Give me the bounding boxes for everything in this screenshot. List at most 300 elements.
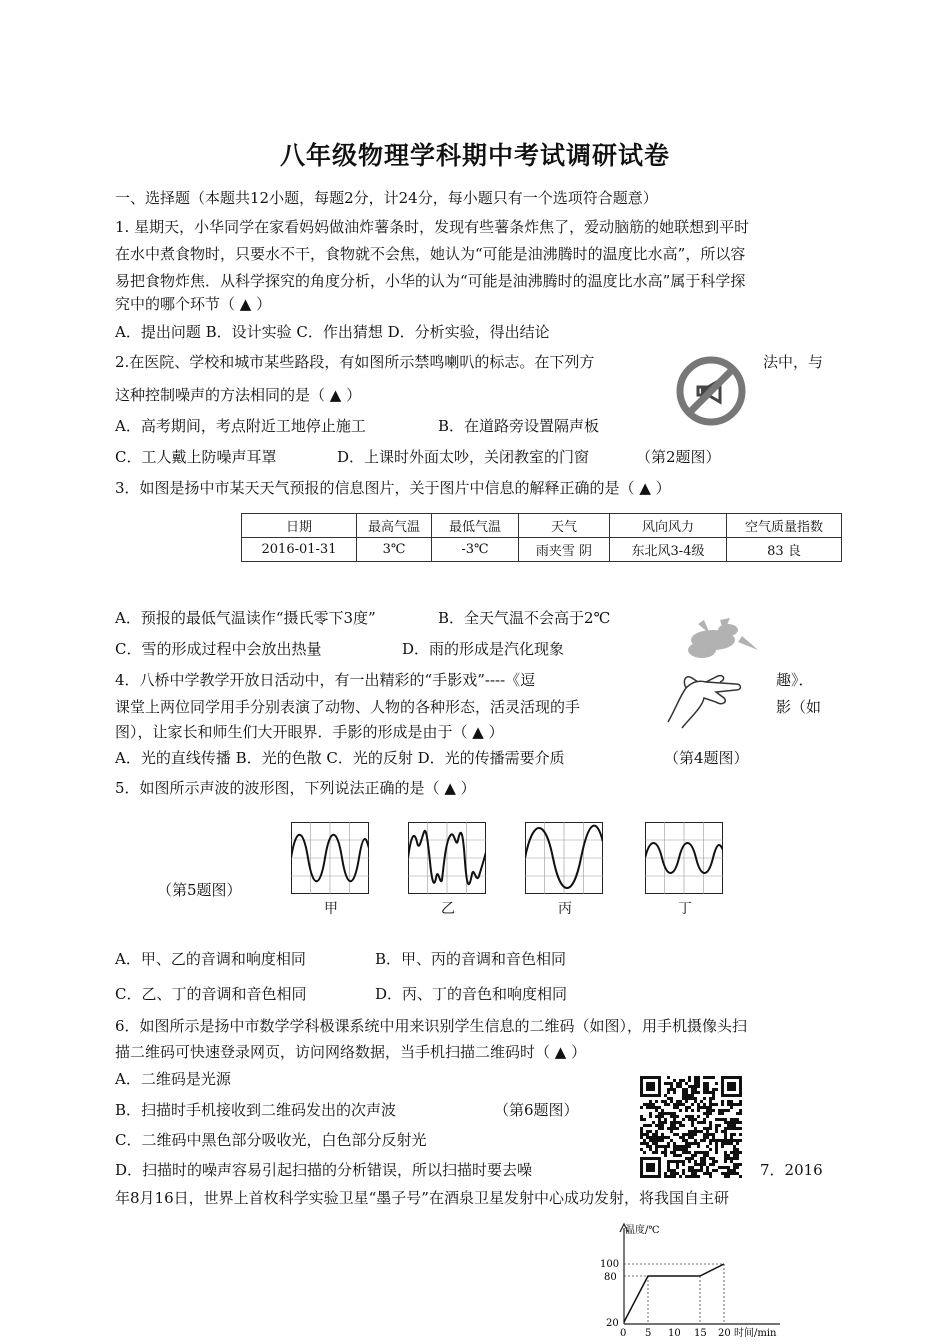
qr-module bbox=[721, 1100, 724, 1103]
qr-module bbox=[709, 1172, 712, 1175]
qr-module bbox=[694, 1139, 697, 1142]
qr-module bbox=[709, 1157, 712, 1160]
qr-module bbox=[712, 1139, 715, 1142]
qr-module bbox=[670, 1082, 673, 1085]
qr-module bbox=[688, 1160, 691, 1163]
qr-module bbox=[709, 1142, 712, 1145]
qr-module bbox=[658, 1112, 661, 1115]
qr-module bbox=[691, 1133, 694, 1136]
qr-module bbox=[664, 1148, 667, 1151]
qr-module bbox=[694, 1151, 697, 1154]
qr-module bbox=[649, 1112, 652, 1115]
qr-module bbox=[736, 1172, 739, 1175]
qr-module bbox=[724, 1175, 727, 1178]
qr-module bbox=[664, 1151, 667, 1154]
qr-module bbox=[664, 1175, 667, 1178]
qr-module bbox=[697, 1121, 700, 1124]
qr-module bbox=[703, 1157, 706, 1160]
weather-table bbox=[241, 513, 842, 562]
qr-module bbox=[679, 1160, 682, 1163]
qr-module bbox=[643, 1139, 646, 1142]
qr-module bbox=[655, 1136, 658, 1139]
qr-module bbox=[706, 1154, 709, 1157]
no-horn-sign-icon bbox=[674, 354, 748, 428]
qr-module bbox=[709, 1097, 712, 1100]
qr-module bbox=[658, 1106, 661, 1109]
q5-caption: （第5题图） bbox=[157, 881, 242, 899]
qr-module bbox=[664, 1082, 667, 1085]
qr-module bbox=[715, 1118, 718, 1121]
qr-module bbox=[736, 1151, 739, 1154]
qr-module bbox=[739, 1127, 742, 1130]
qr-module bbox=[670, 1124, 673, 1127]
qr-module bbox=[673, 1118, 676, 1121]
qr-module bbox=[706, 1151, 709, 1154]
qr-module bbox=[688, 1166, 691, 1169]
qr-module bbox=[709, 1103, 712, 1106]
qr-module bbox=[703, 1118, 706, 1121]
qr-module bbox=[697, 1130, 700, 1133]
qr-module bbox=[691, 1103, 694, 1106]
qr-module bbox=[670, 1127, 673, 1130]
qr-module bbox=[649, 1136, 652, 1139]
qr-module bbox=[727, 1142, 730, 1145]
qr-module bbox=[736, 1118, 739, 1121]
qr-module bbox=[697, 1091, 700, 1094]
qr-module bbox=[718, 1124, 721, 1127]
qr-module bbox=[661, 1145, 664, 1148]
qr-module bbox=[721, 1166, 724, 1169]
q4-line1: 4．八桥中学教学开放日活动中，有一出精彩的“手影戏”----《逗 bbox=[115, 671, 536, 689]
q2-line1: 2.在医院、学校和城市某些路段，有如图所示禁鸣喇叭的标志。在下列方 bbox=[115, 353, 595, 371]
qr-module bbox=[694, 1118, 697, 1121]
qr-module bbox=[685, 1142, 688, 1145]
q1-line4: 究中的哪个环节（ ▲ ） bbox=[115, 295, 272, 313]
qr-module bbox=[724, 1133, 727, 1136]
qr-module bbox=[685, 1157, 688, 1160]
qr-module bbox=[706, 1106, 709, 1109]
q1-line2: 在水中煮食物时，只要水不干，食物就不会焦，她认为“可能是油沸腾时的温度比水高”，所以容 bbox=[115, 245, 746, 263]
q6-option-d: D．扫描时的噪声容易引起扫描的分析错误，所以扫描时要去噪 bbox=[115, 1161, 533, 1179]
waveform-label: 丁 bbox=[678, 901, 692, 917]
qr-module bbox=[646, 1133, 649, 1136]
qr-module bbox=[679, 1082, 682, 1085]
qr-module bbox=[694, 1079, 697, 1082]
qr-module bbox=[709, 1091, 712, 1094]
q1-options: A．提出问题 B．设计实验 C．作出猜想 D．分析实验，得出结论 bbox=[115, 323, 550, 341]
qr-module bbox=[682, 1148, 685, 1151]
table-header-cell: 天气 bbox=[519, 514, 610, 538]
qr-module bbox=[673, 1103, 676, 1106]
qr-module bbox=[703, 1127, 706, 1130]
qr-module bbox=[724, 1160, 727, 1163]
qr-module bbox=[712, 1169, 715, 1172]
qr-module bbox=[667, 1175, 670, 1178]
qr-module bbox=[667, 1112, 670, 1115]
q6-line2: 描二维码可快速登录网页，访问网络数据，当手机扫描二维码时（ ▲ ） bbox=[115, 1043, 587, 1061]
qr-module bbox=[697, 1079, 700, 1082]
qr-module bbox=[667, 1076, 670, 1079]
qr-module bbox=[670, 1115, 673, 1118]
qr-module bbox=[682, 1145, 685, 1148]
qr-module bbox=[733, 1145, 736, 1148]
qr-module bbox=[727, 1169, 730, 1172]
qr-module bbox=[715, 1127, 718, 1130]
qr-module bbox=[697, 1145, 700, 1148]
qr-module bbox=[694, 1085, 697, 1088]
qr-module bbox=[658, 1136, 661, 1139]
qr-module bbox=[706, 1088, 709, 1091]
qr-module bbox=[727, 1166, 730, 1169]
qr-module bbox=[682, 1139, 685, 1142]
qr-module bbox=[724, 1139, 727, 1142]
q5-option-c: C．乙、丁的音调和音色相同 bbox=[115, 985, 307, 1003]
qr-module bbox=[694, 1076, 697, 1079]
qr-module bbox=[721, 1109, 724, 1112]
qr-module bbox=[730, 1121, 733, 1124]
qr-module bbox=[664, 1172, 667, 1175]
qr-module bbox=[709, 1175, 712, 1178]
graph-xlabel: 时间/min bbox=[734, 1328, 777, 1339]
qr-module bbox=[655, 1148, 658, 1151]
qr-module bbox=[652, 1142, 655, 1145]
qr-module bbox=[703, 1103, 706, 1106]
qr-module bbox=[694, 1175, 697, 1178]
qr-module bbox=[736, 1139, 739, 1142]
qr-module bbox=[691, 1136, 694, 1139]
qr-module bbox=[697, 1175, 700, 1178]
qr-module bbox=[703, 1106, 706, 1109]
qr-module bbox=[688, 1094, 691, 1097]
qr-module bbox=[643, 1142, 646, 1145]
graph-ytick: 100 bbox=[600, 1259, 620, 1270]
qr-module bbox=[691, 1088, 694, 1091]
qr-module bbox=[691, 1109, 694, 1112]
qr-module bbox=[712, 1103, 715, 1106]
qr-module bbox=[652, 1151, 655, 1154]
qr-module bbox=[646, 1103, 649, 1106]
qr-module bbox=[697, 1115, 700, 1118]
qr-module bbox=[721, 1172, 724, 1175]
qr-module bbox=[700, 1169, 703, 1172]
qr-module bbox=[724, 1118, 727, 1121]
qr-module bbox=[661, 1115, 664, 1118]
qr-module bbox=[691, 1154, 694, 1157]
q5-option-a: A．甲、乙的音调和响度相同 bbox=[115, 950, 306, 968]
qr-module bbox=[733, 1169, 736, 1172]
qr-module bbox=[673, 1160, 676, 1163]
qr-module bbox=[655, 1115, 658, 1118]
qr-module bbox=[703, 1172, 706, 1175]
page-title: 八年级物理学科期中考试调研试卷 bbox=[279, 141, 670, 170]
qr-module bbox=[685, 1151, 688, 1154]
qr-module bbox=[700, 1151, 703, 1154]
qr-module bbox=[661, 1151, 664, 1154]
qr-module bbox=[664, 1121, 667, 1124]
qr-module bbox=[676, 1154, 679, 1157]
qr-module bbox=[730, 1124, 733, 1127]
qr-module bbox=[709, 1127, 712, 1130]
qr-module bbox=[649, 1106, 652, 1109]
qr-module bbox=[676, 1145, 679, 1148]
qr-module bbox=[640, 1115, 643, 1118]
qr-module bbox=[688, 1097, 691, 1100]
qr-module bbox=[670, 1151, 673, 1154]
qr-module bbox=[703, 1160, 706, 1163]
q1-line3: 易把食物炸焦．从科学探究的角度分析，小华的认为“可能是油沸腾时的温度比水高”属于科学探 bbox=[115, 272, 746, 290]
qr-module bbox=[664, 1136, 667, 1139]
qr-module bbox=[652, 1103, 655, 1106]
qr-module bbox=[700, 1163, 703, 1166]
qr-module bbox=[715, 1145, 718, 1148]
qr-module bbox=[667, 1160, 670, 1163]
qr-module bbox=[706, 1133, 709, 1136]
qr-module bbox=[730, 1139, 733, 1142]
qr-module bbox=[691, 1091, 694, 1094]
qr-module bbox=[724, 1142, 727, 1145]
qr-module bbox=[658, 1127, 661, 1130]
qr-module bbox=[673, 1121, 676, 1124]
qr-module bbox=[733, 1127, 736, 1130]
qr-module bbox=[673, 1169, 676, 1172]
qr-module bbox=[655, 1145, 658, 1148]
qr-module bbox=[727, 1124, 730, 1127]
qr-module bbox=[730, 1100, 733, 1103]
qr-module bbox=[649, 1115, 652, 1118]
qr-module bbox=[709, 1139, 712, 1142]
qr-module bbox=[697, 1103, 700, 1106]
qr-module bbox=[646, 1145, 649, 1148]
qr-module bbox=[718, 1112, 721, 1115]
qr-module bbox=[691, 1121, 694, 1124]
qr-module bbox=[703, 1082, 706, 1085]
qr-module bbox=[667, 1169, 670, 1172]
qr-module bbox=[670, 1085, 673, 1088]
qr-module bbox=[718, 1139, 721, 1142]
graph-xtick: 10 bbox=[668, 1328, 681, 1339]
table-header-cell: 最高气温 bbox=[357, 514, 432, 538]
qr-module bbox=[655, 1130, 658, 1133]
qr-module bbox=[670, 1121, 673, 1124]
table-row bbox=[242, 538, 842, 562]
qr-module bbox=[691, 1166, 694, 1169]
qr-module bbox=[643, 1151, 646, 1154]
qr-module bbox=[664, 1154, 667, 1157]
qr-module bbox=[640, 1136, 643, 1139]
qr-module bbox=[661, 1124, 664, 1127]
graph-ylabel: 温度/℃ bbox=[625, 1225, 660, 1236]
qr-module bbox=[670, 1169, 673, 1172]
table-header-cell: 最低气温 bbox=[432, 514, 519, 538]
qr-module bbox=[649, 1124, 652, 1127]
qr-module bbox=[667, 1163, 670, 1166]
qr-module bbox=[673, 1142, 676, 1145]
qr-module bbox=[724, 1157, 727, 1160]
qr-module bbox=[673, 1172, 676, 1175]
qr-module bbox=[676, 1085, 679, 1088]
qr-module bbox=[655, 1100, 658, 1103]
qr-module bbox=[703, 1091, 706, 1094]
qr-module bbox=[691, 1142, 694, 1145]
qr-module bbox=[706, 1115, 709, 1118]
qr-module bbox=[730, 1118, 733, 1121]
qr-module bbox=[715, 1148, 718, 1151]
q6-option-c: C．二维码中黑色部分吸收光，白色部分反射光 bbox=[115, 1131, 427, 1149]
qr-module bbox=[700, 1166, 703, 1169]
qr-module bbox=[724, 1136, 727, 1139]
qr-module bbox=[652, 1121, 655, 1124]
qr-module bbox=[709, 1106, 712, 1109]
section-heading: 一、选择题（本题共12小题，每题2分，计24分，每小题只有一个选项符合题意） bbox=[115, 189, 658, 207]
qr-module bbox=[676, 1133, 679, 1136]
table-cell: 3℃ bbox=[357, 538, 432, 562]
qr-module bbox=[709, 1133, 712, 1136]
qr-module bbox=[685, 1145, 688, 1148]
qr-module bbox=[706, 1172, 709, 1175]
qr-module bbox=[694, 1130, 697, 1133]
qr-module bbox=[724, 1172, 727, 1175]
qr-module bbox=[694, 1127, 697, 1130]
qr-module bbox=[691, 1124, 694, 1127]
qr-module bbox=[715, 1142, 718, 1145]
qr-module bbox=[670, 1130, 673, 1133]
qr-module bbox=[733, 1157, 736, 1160]
qr-module bbox=[694, 1142, 697, 1145]
qr-module bbox=[679, 1148, 682, 1151]
qr-module bbox=[706, 1169, 709, 1172]
qr-module bbox=[703, 1136, 706, 1139]
qr-module bbox=[667, 1103, 670, 1106]
qr-module bbox=[712, 1133, 715, 1136]
qr-module bbox=[691, 1094, 694, 1097]
q4-line1-end: 趣》． bbox=[776, 671, 814, 689]
qr-module bbox=[682, 1079, 685, 1082]
qr-module bbox=[688, 1076, 691, 1079]
qr-module bbox=[661, 1100, 664, 1103]
qr-module bbox=[646, 1142, 649, 1145]
qr-module bbox=[733, 1133, 736, 1136]
qr-module bbox=[700, 1130, 703, 1133]
qr-module bbox=[673, 1133, 676, 1136]
qr-module bbox=[712, 1160, 715, 1163]
qr-module bbox=[730, 1151, 733, 1154]
qr-module bbox=[661, 1109, 664, 1112]
qr-module bbox=[646, 1136, 649, 1139]
hand-shadow-picture bbox=[658, 612, 768, 738]
qr-module bbox=[715, 1130, 718, 1133]
qr-module bbox=[715, 1082, 718, 1085]
qr-module bbox=[673, 1079, 676, 1082]
qr-module bbox=[685, 1133, 688, 1136]
qr-module bbox=[688, 1169, 691, 1172]
qr-module bbox=[640, 1106, 643, 1109]
table-header-cell: 风向风力 bbox=[610, 514, 727, 538]
qr-module bbox=[655, 1139, 658, 1142]
qr-module bbox=[721, 1112, 724, 1115]
qr-module bbox=[697, 1151, 700, 1154]
qr-module bbox=[721, 1118, 724, 1121]
qr-module bbox=[709, 1112, 712, 1115]
qr-module bbox=[676, 1163, 679, 1166]
qr-module bbox=[727, 1109, 730, 1112]
qr-module bbox=[667, 1136, 670, 1139]
qr-module bbox=[691, 1172, 694, 1175]
graph-xtick: 5 bbox=[645, 1328, 652, 1339]
qr-module bbox=[676, 1172, 679, 1175]
qr-module bbox=[694, 1163, 697, 1166]
qr-module bbox=[667, 1127, 670, 1130]
qr-module bbox=[691, 1157, 694, 1160]
qr-module bbox=[733, 1172, 736, 1175]
qr-module bbox=[679, 1103, 682, 1106]
qr-module bbox=[685, 1097, 688, 1100]
qr-module bbox=[706, 1091, 709, 1094]
qr-module bbox=[670, 1112, 673, 1115]
qr-module bbox=[691, 1115, 694, 1118]
qr-module bbox=[655, 1151, 658, 1154]
qr-module bbox=[682, 1118, 685, 1121]
q3-option-a: A．预报的最低气温读作“摄氏零下3度” bbox=[115, 609, 376, 627]
qr-module bbox=[697, 1082, 700, 1085]
qr-module bbox=[727, 1139, 730, 1142]
table-cell: 东北风3-4级 bbox=[610, 538, 727, 562]
qr-module bbox=[727, 1172, 730, 1175]
qr-module bbox=[667, 1088, 670, 1091]
graph-ytick: 20 bbox=[606, 1318, 619, 1329]
qr-module bbox=[706, 1109, 709, 1112]
qr-module bbox=[673, 1127, 676, 1130]
qr-module bbox=[661, 1127, 664, 1130]
qr-module bbox=[730, 1172, 733, 1175]
temperature-time-graph bbox=[596, 1222, 786, 1340]
qr-module bbox=[739, 1109, 742, 1112]
q6-option-a: A．二维码是光源 bbox=[115, 1070, 231, 1088]
waveform-yi bbox=[408, 822, 486, 894]
qr-module bbox=[688, 1106, 691, 1109]
qr-module bbox=[676, 1082, 679, 1085]
qr-module bbox=[727, 1100, 730, 1103]
q2-option-b: B．在道路旁设置隔声板 bbox=[438, 417, 600, 435]
qr-module bbox=[736, 1103, 739, 1106]
q2-option-c: C．工人戴上防噪声耳罩 bbox=[115, 448, 277, 466]
qr-module bbox=[739, 1151, 742, 1154]
qr-module bbox=[664, 1094, 667, 1097]
graph-xtick: 20 bbox=[718, 1328, 731, 1339]
qr-module bbox=[688, 1130, 691, 1133]
qr-module bbox=[640, 1118, 643, 1121]
qr-module bbox=[709, 1100, 712, 1103]
qr-module bbox=[703, 1139, 706, 1142]
qr-module bbox=[706, 1112, 709, 1115]
qr-module bbox=[649, 1103, 652, 1106]
qr-module bbox=[685, 1082, 688, 1085]
qr-module bbox=[733, 1154, 736, 1157]
qr-module bbox=[718, 1109, 721, 1112]
q3-option-c: C．雪的形成过程中会放出热量 bbox=[115, 640, 322, 658]
qr-module bbox=[655, 1133, 658, 1136]
qr-module bbox=[673, 1088, 676, 1091]
qr-module bbox=[706, 1076, 709, 1079]
qr-module bbox=[688, 1115, 691, 1118]
q6-caption: （第6题图） bbox=[494, 1101, 579, 1119]
qr-module bbox=[646, 1124, 649, 1127]
qr-module bbox=[652, 1106, 655, 1109]
qr-module bbox=[694, 1097, 697, 1100]
q2-option-a: A．高考期间，考点附近工地停止施工 bbox=[115, 417, 366, 435]
qr-module bbox=[661, 1133, 664, 1136]
qr-module bbox=[670, 1139, 673, 1142]
qr-module bbox=[739, 1100, 742, 1103]
